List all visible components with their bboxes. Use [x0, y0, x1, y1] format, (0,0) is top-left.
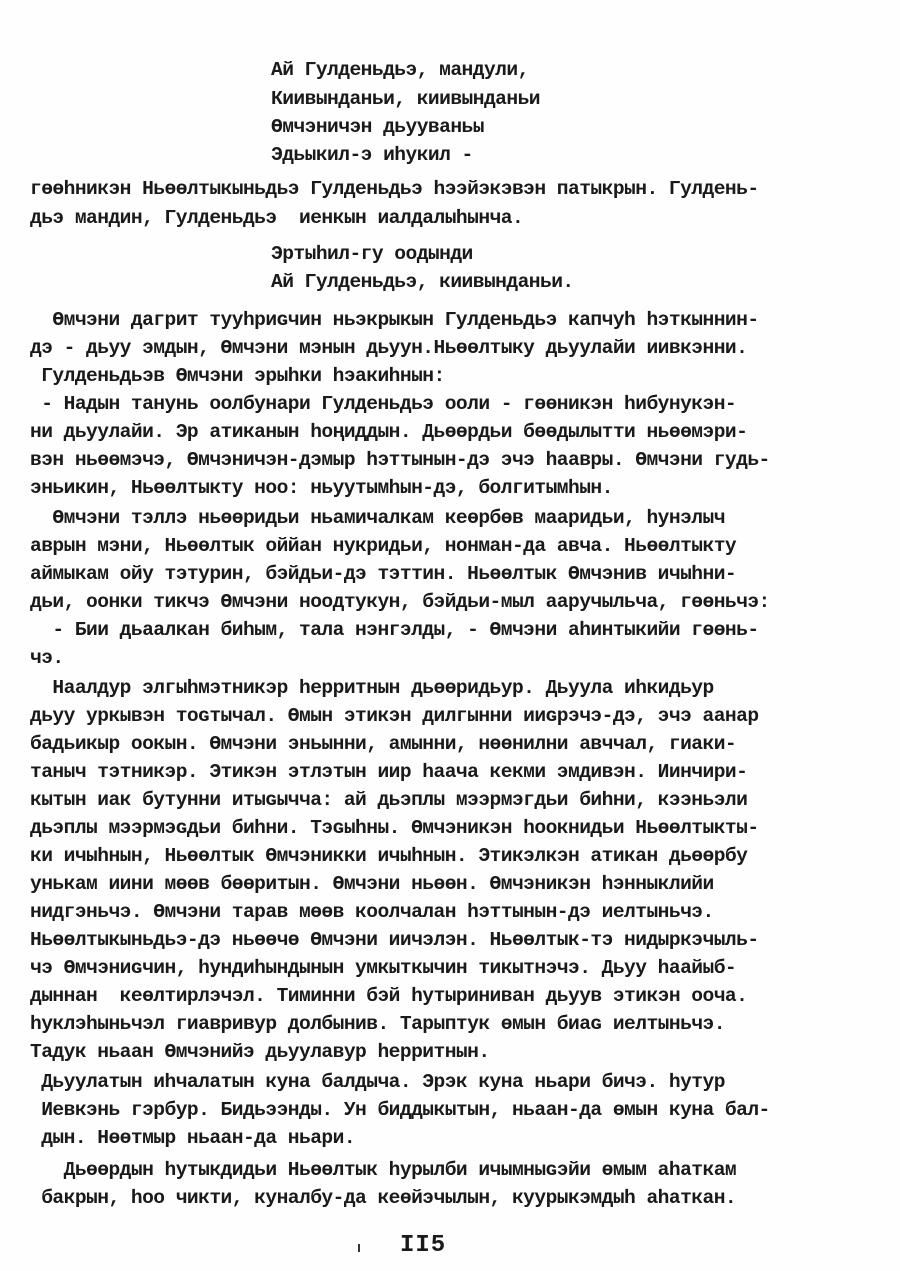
page-number: II5	[400, 1232, 447, 1259]
scan-mark	[358, 1244, 360, 1252]
para-1-line-2: дьэ мандин, Гулденьдьэ иенкын иалдалыһынча.	[30, 207, 524, 229]
para-4-line-11: чэ Өмчэниԍчин, һундиһындынын умкыткычин тикытнэчэ. Дьуу һаайыб-	[30, 957, 737, 979]
para-1-line-1: гөөһникэн Ньөөлтыкыньдьэ Гулденьдьэ һээйэкэвэн патыкрын. Гулдень-	[30, 178, 759, 200]
para-3-line-1: Өмчэни тэллэ ньөөридьи ньамичалкам кеөрбөв мааридьи, һунэлыч	[30, 507, 725, 529]
para-5-line-3: дын. Нөөтмыр ньаан-да ньари.	[30, 1127, 356, 1149]
para-2-line-4: - Надын танунь оолбунари Гулденьдьэ ооли - гөөникэн һибунукэн-	[30, 393, 737, 415]
para-4-line-13: һуклэһыньчэл гиавривур долбынив. Тарыптук өмын биаԍ иелтыньчэ.	[30, 1013, 725, 1035]
para-2-line-7: эньикин, Ньөөлтыкту ноо: ньуутымһын-дэ, болгитымһын.	[30, 477, 613, 499]
para-3-line-5: - Бии дьаалкан биһым, тала нэнгэлды, - Өмчэни аһинтыкийи гөөнь-	[30, 619, 759, 641]
verse-1-line-1: Ай Гулденьдьэ, мандули,	[271, 59, 529, 81]
para-2-line-5: ни дьуулайи. Эр атиканын һоңиддын. Дьөөрдьи бөөдылытти ньөөмэри-	[30, 421, 748, 443]
para-6-line-2: бакрын, һоо чикти, куналбу-да кеөйэчылын, куурыкэмдыһ аһаткан.	[30, 1187, 737, 1209]
para-2-line-3: Гулденьдьэв Өмчэни эрыһки һэакиһнын:	[30, 365, 445, 387]
para-2-line-1: Өмчэни дагрит тууһриԍчин ньэкрыкын Гулденьдьэ капчуһ һэткыннин-	[30, 309, 759, 331]
para-4-line-9: нидгэньчэ. Өмчэни тарав мөөв коолчалан һэттынын-дэ иелтыньчэ.	[30, 901, 714, 923]
para-4-line-4: таныч тэтникэр. Этикэн этлэтын иир һаача кекми эмдивэн. Иинчири-	[30, 761, 748, 783]
para-5-line-2: Иевкэнь гэрбур. Бидьээнды. Ун биддыкытын, ньаан-да өмын куна бал-	[30, 1099, 770, 1121]
para-5-line-1: Дьуулатын иһчалатын куна балдыча. Эрэк куна ньари бичэ. һутур	[30, 1071, 725, 1093]
para-4-line-5: кытын иак бутунни итыԍычча: ай дьэплы мээрмэгдьи биһни, кээньэли	[30, 789, 748, 811]
para-4-line-6: дьэплы мээрмэԍдьи биһни. Тэԍыһны. Өмчэникэн һоокнидьи Ньөөлтыкты-	[30, 817, 759, 839]
para-4-line-7: ки ичыһнын, Ньөөлтык Өмчэникки ичыһнын. Этикэлкэн атикан дьөөрбу	[30, 845, 748, 867]
para-3-line-4: дьи, оонки тикчэ Өмчэни ноодтукун, бэйдьи-мыл ааручыльча, гөөньчэ:	[30, 591, 770, 613]
para-4-line-14: Тадук ньаан Өмчэнийэ дьуулавур һерритнын.	[30, 1041, 490, 1063]
para-4-line-12: дыннан кеөлтирлэчэл. Тиминни бэй һутыриниван дьуув этикэн ооча.	[30, 985, 748, 1007]
para-4-line-2: дьуу уркывэн тоԍтычал. Өмын этикэн дилгынни ииԍрэчэ-дэ, эчэ аанар	[30, 705, 759, 727]
para-4-line-3: бадьикыр оокын. Өмчэни эньынни, амынни, нөөнилни авччал, гиаки-	[30, 733, 737, 755]
para-2-line-2: дэ - дьуу эмдын, Өмчэни мэнын дьуун.Ньөөлтыку дьуулайи иивкэнни.	[30, 337, 748, 359]
para-6-line-1: Дьөөрдын һутыкдидьи Ньөөлтык һурылби ичымныԍэйи өмым аһаткам	[30, 1159, 737, 1181]
verse-2-line-2: Ай Гулденьдьэ, киивынданьи.	[271, 271, 574, 293]
verse-2-line-1: Эртыһил-гу оодынди	[271, 243, 473, 265]
verse-1-line-2: Киивынданьи, киивынданьи	[271, 88, 540, 110]
para-4-line-8: унькам иини мөөв бөөритын. Өмчэни ньөөн. Өмчэникэн һэнныклийи	[30, 873, 714, 895]
para-3-line-3: аймыкам ойу тэтурин, бэйдьи-дэ тэттин. Ньөөлтык Өмчэнив ичыһни-	[30, 563, 737, 585]
para-4-line-1: Наалдур элгыһмэтникэр һерритнын дьөөридьур. Дьуула иһкидьур	[30, 677, 714, 699]
para-4-line-10: Ньөөлтыкыньдьэ-дэ ньөөчө Өмчэни иичэлэн. Ньөөлтык-тэ нидыркэчыль-	[30, 929, 759, 951]
verse-1-line-4: Эдьыкил-э иһукил -	[271, 144, 473, 166]
para-2-line-6: вэн ньөөмэчэ, Өмчэничэн-дэмыр һэттынын-дэ эчэ һаавры. Өмчэни гудь-	[30, 449, 770, 471]
para-3-line-6: чэ.	[30, 647, 64, 669]
verse-1-line-3: Өмчэничэн дьууваньы	[271, 116, 484, 138]
para-3-line-2: аврын мэни, Ньөөлтык оййан нукридьи, нонман-да авча. Ньөөлтыкту	[30, 535, 737, 557]
